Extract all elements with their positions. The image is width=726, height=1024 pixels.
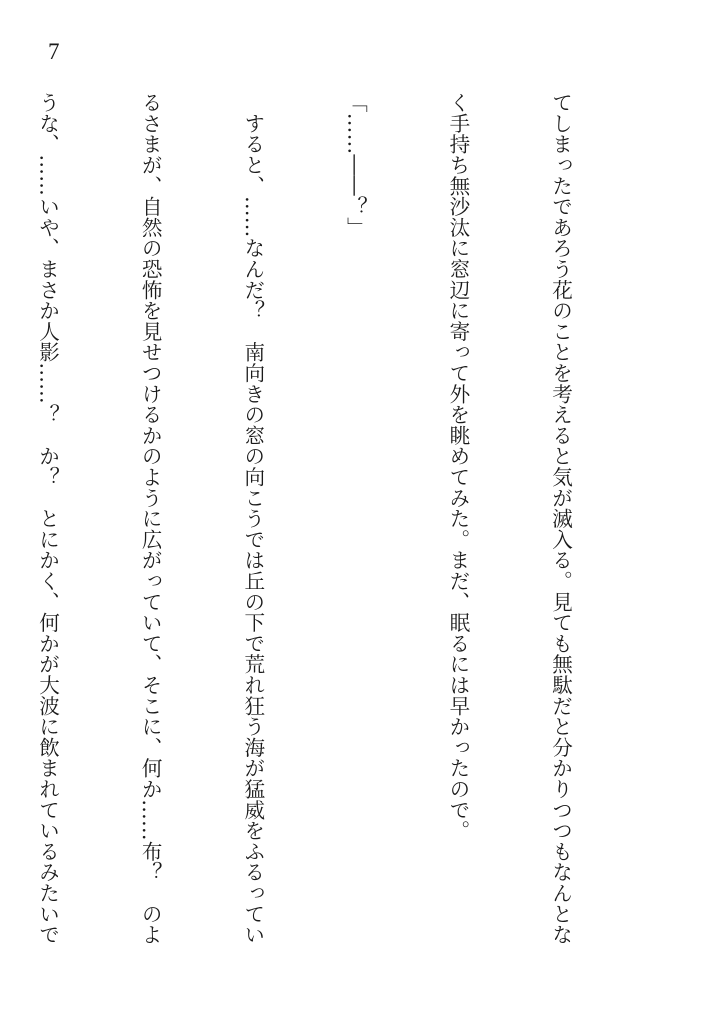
page-number: 7	[48, 39, 60, 64]
text-line: てしまったであろう花のことを考えると気が滅入る。見ても無駄だと分かりつつもなんとな	[548, 92, 573, 945]
text-line: すると、……なんだ？ 南向きの窓の向こうでは丘の下で荒れ狂う海が猛威をふるってい	[240, 92, 265, 945]
text-line: 「……――？」	[343, 92, 368, 238]
text-line: るさまが、自然の恐怖を見せつけるかのように広がっていて、そこに、何か……布？ のよ	[138, 92, 163, 945]
text-line: うな、……いや、まさか人影……？ か？ とにかく、何かが大波に飲まれているみたいで	[35, 92, 60, 945]
text-line: く手持ち無沙汰に窓辺に寄って外を眺めてみた。まだ、眠るには早かったので。	[445, 92, 470, 841]
body-text	[35, 92, 646, 978]
